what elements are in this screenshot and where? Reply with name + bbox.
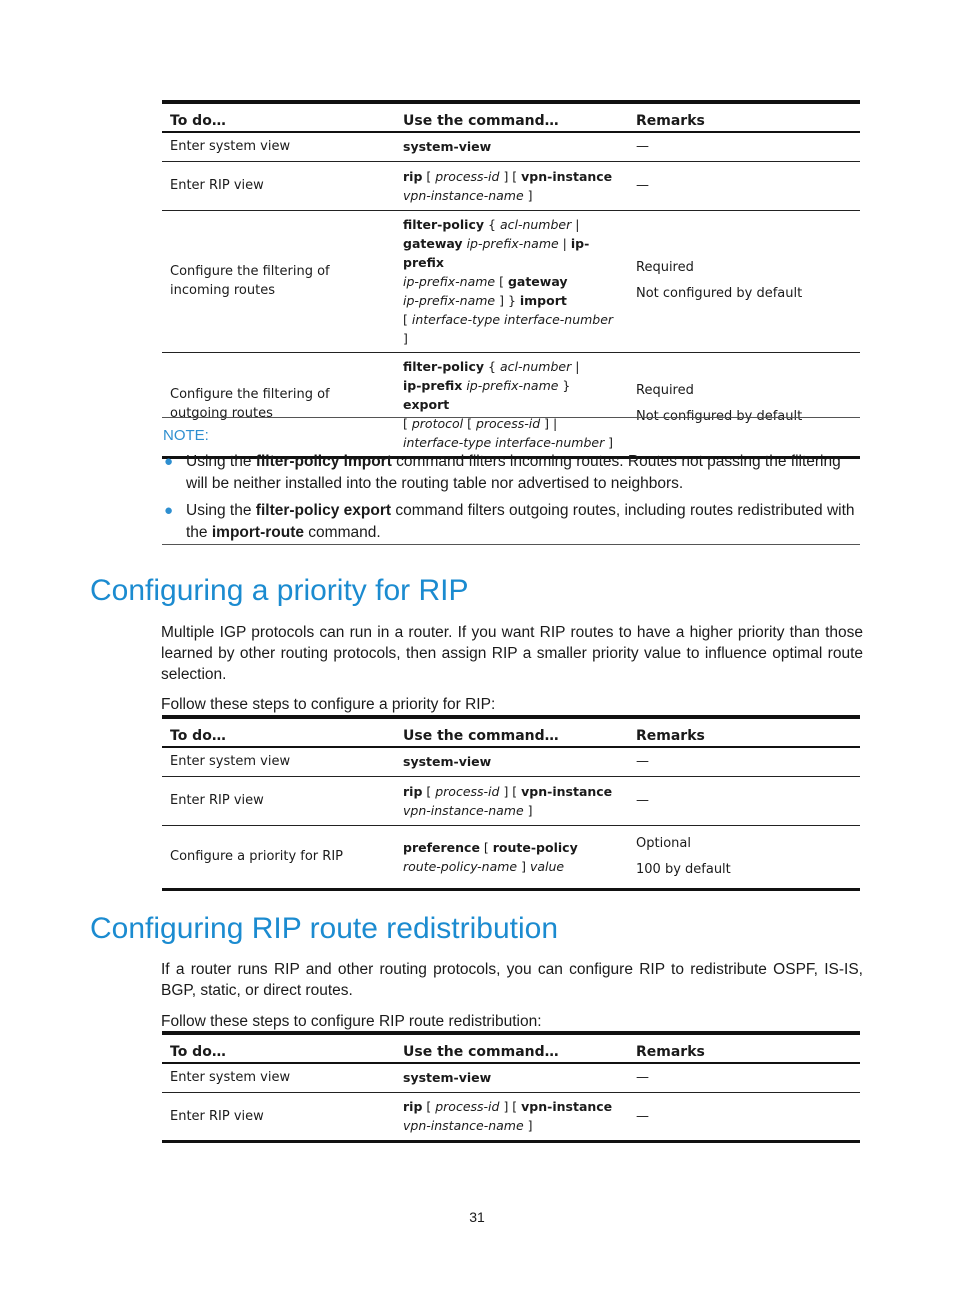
remarks-cell: —: [628, 1092, 860, 1141]
table-row: [162, 161, 860, 210]
todo-cell: Enter RIP view: [162, 776, 395, 825]
table-row: [162, 210, 860, 352]
note-top-divider: [162, 417, 860, 418]
filter-policy-steps-table: [162, 100, 860, 459]
note-bottom-divider: [162, 544, 860, 545]
remarks-cell: —: [628, 747, 860, 776]
todo-cell: Configure the filtering of outgoing routes: [162, 352, 395, 457]
remarks-cell: —: [628, 132, 860, 161]
steps-intro: Follow these steps to configure a priority for RIP:: [161, 696, 496, 713]
command-cell: system-view: [395, 132, 628, 161]
header-command: Use the command…: [395, 102, 628, 132]
command-cell: system-view: [395, 1063, 628, 1092]
todo-cell: Enter RIP view: [162, 1092, 395, 1141]
header-remarks: Remarks: [628, 1033, 860, 1063]
table-row: [162, 1063, 860, 1092]
command-cell: filter-policy { acl-number | gateway ip-prefix-name | ip-prefix ip-prefix-name [ gateway ip-prefix-name ] } import [ interface-type interface-number ]: [395, 210, 628, 352]
section-paragraph: If a router runs RIP and other routing protocols, you can configure RIP to redistribute OSPF, IS-IS, BGP, static, or direct routes.: [161, 961, 863, 999]
header-remarks: Remarks: [628, 102, 860, 132]
section-heading-priority: Configuring a priority for RIP: [90, 574, 469, 607]
todo-cell: Configure a priority for RIP: [162, 825, 395, 889]
remarks-cell: —: [628, 1063, 860, 1092]
table-row: [162, 776, 860, 825]
command-cell: system-view: [395, 747, 628, 776]
remarks-cell: Required Not configured by default: [628, 352, 860, 457]
command-cell: rip [ process-id ] [ vpn-instance vpn-instance-name ]: [395, 776, 628, 825]
table-row: [162, 352, 860, 457]
todo-cell: Enter system view: [162, 747, 395, 776]
header-todo: To do…: [162, 102, 395, 132]
table-row: [162, 1092, 860, 1141]
command-cell: rip [ process-id ] [ vpn-instance vpn-instance-name ]: [395, 161, 628, 210]
command-cell: rip [ process-id ] [ vpn-instance vpn-instance-name ]: [395, 1092, 628, 1141]
command-cell: filter-policy { acl-number | ip-prefix ip-prefix-name } export [ protocol [ process-id ] | interface-type interface-number ]: [395, 352, 628, 457]
note-label: NOTE:: [163, 427, 209, 444]
header-todo: To do…: [162, 1033, 395, 1063]
todo-cell: Enter system view: [162, 132, 395, 161]
header-remarks: Remarks: [628, 717, 860, 747]
table-row: [162, 747, 860, 776]
priority-steps-table: [162, 715, 860, 891]
page-number: 31: [469, 1209, 485, 1225]
note-item: ● Using the filter-policy import command filters incoming routes. Routes not passing the filtering will be neither installed into the routing table nor advertised to neighbors.: [164, 453, 841, 492]
header-command: Use the command…: [395, 1033, 628, 1063]
steps-intro: Follow these steps to configure RIP route redistribution:: [161, 1013, 542, 1030]
table-header-row: [162, 102, 860, 132]
todo-cell: Enter system view: [162, 1063, 395, 1092]
table-header-row: [162, 1033, 860, 1063]
note-list: [162, 451, 860, 549]
section-heading-redistribution: Configuring RIP route redistribution: [90, 912, 559, 945]
todo-cell: Enter RIP view: [162, 161, 395, 210]
remarks-cell: Optional 100 by default: [628, 825, 860, 889]
command-cell: preference [ route-policy route-policy-name ] value: [395, 825, 628, 889]
remarks-cell: Required Not configured by default: [628, 210, 860, 352]
remarks-cell: —: [628, 161, 860, 210]
header-todo: To do…: [162, 717, 395, 747]
table-row: [162, 132, 860, 161]
todo-cell: Configure the filtering of incoming routes: [162, 210, 395, 352]
table-row: [162, 825, 860, 889]
table-header-row: [162, 717, 860, 747]
bullet-icon: ●: [164, 453, 174, 470]
note-item: ● Using the filter-policy export command filters outgoing routes, including routes redistributed with the import-route command.: [164, 502, 855, 541]
bullet-icon: ●: [164, 502, 174, 519]
remarks-cell: —: [628, 776, 860, 825]
header-command: Use the command…: [395, 717, 628, 747]
redistribution-steps-table: [162, 1031, 860, 1143]
section-paragraph: Multiple IGP protocols can run in a router. If you want RIP routes to have a higher priority than those learned by other routing protocols, then assign RIP a smaller priority value to influence optimal route selection.: [161, 624, 863, 683]
